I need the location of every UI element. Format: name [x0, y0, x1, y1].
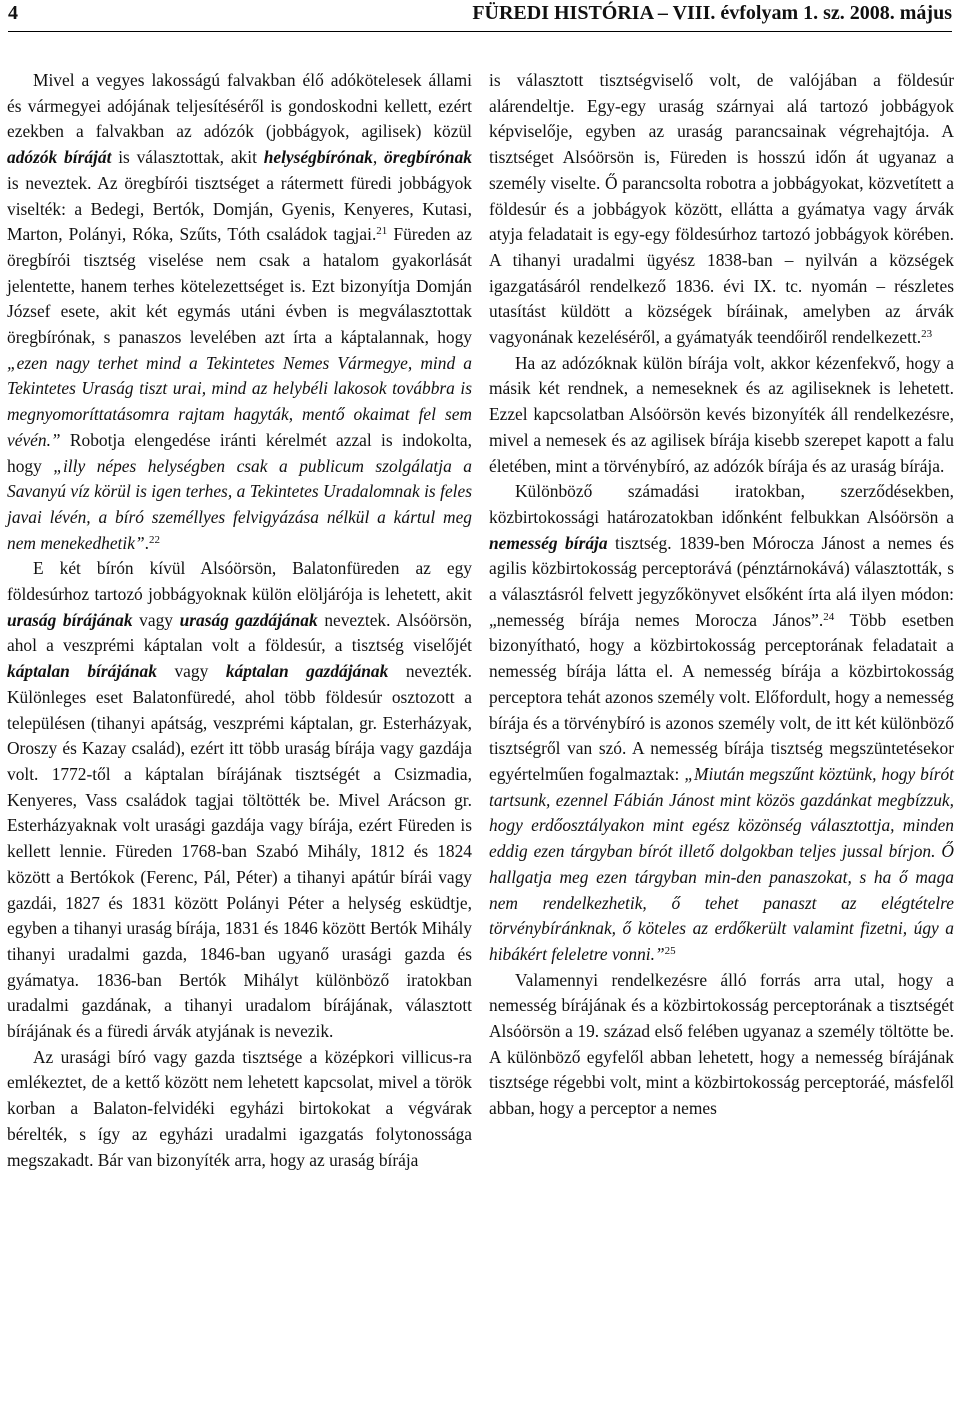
paragraph: Az urasági bíró vagy gazda tisztsége a középkori villicus-ra emlékeztet, de a kettő között nem lehetett kapcsolat, mivel a török korban a Balaton-felvidéki egyházi birtokokat a végvárak bérelték, s így az egyházi uradalmi igazgatás folytonossága megszakadt. Bár van bizonyíték arra, hogy az uraság bírája — [7, 1046, 472, 1170]
right-column — [489, 68, 954, 1122]
emphasis: nemesség bírája — [489, 532, 608, 553]
emphasis: adózók bíráját — [7, 147, 112, 168]
emphasis: helységbírónak — [263, 147, 373, 168]
paragraph: E két bírón kívül Alsóörsön, Balatonfüreden az egy földesúrhoz tartozó jobbágyoknak külön elöljárója is lehetett, akit uraság bírájának vagy uraság gazdájának neveztek. Alsóörsön, ahol a veszprémi káptalan volt a földesúr, a tisztség viselőjét káptalan bírájának vagy káptalan gazdájának nevezték. Különleges eset Balatonfüredé, ahol több földesúr osztozott a településen (tihanyi apátság, veszprémi káptalan, gr. Esterházyak, Oroszy és Kazay család), ezért itt több uraság bírája vagy gazdája volt. 1772-től a káptalan bírájának tisztségét a Csizmadia, Kenyeres, Vass családok tagjai töltötték be. Mivel Arácson gr. Esterházyaknak volt urasági gazdája vagy bírája, ezért Füreden is kellett lennie. Füreden 1768-ban Szabó Mihály, 1812 és 1824 között a Bertókok (Ferenc, Pál, Péter) a tihanyi apátúr bírái vagy gazdái, 1827 és 1831 között Polányi Péter a helység esküdtje, egyben a tihanyi uraság bírája, 1831 és 1846 között Bertók Mihály tihanyi uradalmi gazda, 1846-ban ugyanő urasági gazda és gyámatya. 1836-ban Bertók Mihályt különböző iratokban uradalmi gazdának, a tihanyi uradalom bírájának, választott bírájának és a füredi árvák atyjának is nevezik. — [7, 558, 472, 1042]
running-title: FÜREDI HISTÓRIA – VIII. évfolyam 1. sz. 2008. május — [472, 2, 952, 24]
page-header — [0, 0, 960, 28]
paragraph: is választott tisztségviselő volt, de valójában a földesúr alárendeltje. Egy-egy uraság szárnyai alá tartozó jobbágyok képviselője, egyben az uraság parancsainak végrehajtója. A tisztséget Alsóörsön is, Füreden is hosszú időn át ugyanaz a személy viselte. Ő parancsolta robotra a jobbágyokat, közvetített a földesúr és a jobbágyok között, ellátta a gyámatya vagy árvák atyja feladatait is egy-egy földesúrhoz tartozó jobbágyok körében. A tihanyi uradalmi ügyész 1838-ban – nyilván a községek igazgatásáról rendelkező 1836. évi IX. tc. nyomán – részletes utasítást küldött a községek bíráinak, amelyben az árvák vagyonának kezeléséről, a gyámatyák teendőiről rendelkezett.$^{23}$ — [489, 70, 954, 348]
emphasis: káptalan gazdájának — [225, 661, 389, 682]
footnote-ref[interactable]: 24 — [823, 610, 835, 623]
footnote-ref[interactable]: 22 — [148, 533, 160, 546]
paragraph: Különböző számadási iratokban, szerződésekben, közbirtokossági határozatokban időnként felbukkan Alsóörsön a nemesség bírája tisztség. 1839-ben Mórocza Jánost a nemes és agilis közbirtokosság perceptorává (pénztárnokává) választották, s a választásról felvett jegyzőkönyvet elsőként írta alá ilyen módon: „nemesség bírája nemes Morocza János”.$^{24}$ Több esetben bizonyítható, hogy a közbirtokosság perceptorának feladatait a nemesség bírája látta el. A nemesség bírája a közbirtokosság perceptora tehát azonos személy volt. Előfordult, hogy a nemesség bírája és a törvénybíró is azonos személy volt, de itt két különböző tisztségről van szó. A nemesség bírája tisztség megszüntetésekor egyértelműen fogalmaztak: „Miután megszűnt köztünk, hogy bírót tartsunk, ezennel Fábián Jánost mint közös gazdánkat megbízzuk, hogy erdőosztályakon mint egész közönség választottja, minden eddig ezen tárgyban bírót illető dolgokban teljes jussal bírjon. Ő hallgatja meg ezen tárgyban min-den panaszokat, s ha ő maga nem rendelkezhetik, ő tehet panaszt az elégtételre törvénybíránknak, ő köteles az erdőkerült valamint fizetni, úgy a hibákért feleletre vonni.”$^{25}$ — [489, 481, 954, 964]
page-number: 4 — [8, 2, 18, 24]
footnote-ref[interactable]: 25 — [664, 944, 676, 957]
paragraph: Valamennyi rendelkezésre álló forrás arra utal, hogy a nemesség bírájának és a közbirtokosság perceptorának a tisztségét Alsóörsön a 19. század első felében ugyanaz a személy töltötte be. A különböző egyfelől abban lehetett, hogy a nemesség bírájának tisztsége régebbi volt, mint a közbirtokosság perceptoráé, másfelől abban, hogy a perceptor a nemes — [489, 969, 954, 1119]
header-rule — [8, 31, 952, 32]
footnote-ref[interactable]: 21 — [376, 225, 388, 238]
paragraph: Mivel a vegyes lakosságú falvakban élő adókötelesek állami és vármegyei adójának teljesítéséről is gondoskodni kellett, ezért ezekben a falvakban az adózók (jobbágyok, agilisek) közül adózók bíráját is választottak, akit helységbírónak, öregbírónak is neveztek. Az öregbírói tisztséget a rátermett füredi jobbágyok viselték: a Bedegi, Bertók, Domján, Gyenis, Kenyeres, Kutasi, Marton, Polányi, Róka, Szűts, Tóth családok tagjai.$^{21}$ Füreden az öregbírói tisztség viselése nem csak a hatalom gyakorlását jelentette, hanem terhes kötelezettséget is. Ezt bizonyítja Domján József esete, akit két egymás utáni évben is megválasztottak öregbírónak, s panaszos levelében azt írta a káptalannak, hogy „ezen nagy terhet mind a Tekintetes Nemes Vármegye, mind a Tekintetes Uraság tiszt urai, mind az helybéli lakosok továbbra is megnyomoríttatásomra rajtam hagyták, mentő okaimat fel sem vévén.” Robotja elengedése iránti kérelmét azzal is indokolta, hogy „illy népes helységben csak a publicum szolgálatja a Savanyú víz körül is igen terhes, a Tekintetes Uradalomnak is feles javai lévén, a bíró személlyes felvigyázása nélkül a kártul meg nem menekedhetik”.$^{22}$ — [7, 70, 472, 553]
left-column — [7, 68, 472, 1173]
emphasis: uraság bírájának — [7, 609, 133, 630]
emphasis: uraság gazdájának — [179, 609, 318, 630]
emphasis: káptalan bírájának — [7, 661, 157, 682]
footnote-ref[interactable]: 23 — [921, 328, 933, 341]
quotation: „Miután megszűnt köztünk, hogy bírót tartsunk, ezennel Fábián Jánost mint közös gazdánkat megbízzuk, hogy erdőosztályakon mint egész közönség választottja, minden eddig ezen tárgyban bírót illető dolgokban teljes jussal bírjon. Ő hallgatja meg ezen tárgyban min-den panaszokat, s ha ő maga nem rendelkezhetik, ő tehet panaszt az elégtételre törvénybíránknak, ő köteles az erdőkerült valamint fizetni, úgy a hibákért feleletre vonni.” — [489, 763, 954, 964]
quotation: „ezen nagy terhet mind a Tekintetes Nemes Vármegye, mind a Tekintetes Uraság tiszt urai, mind az helybéli lakosok továbbra is megnyomoríttatásomra rajtam hagyták, mentő okaimat fel sem vévén.” — [7, 352, 472, 450]
emphasis: öregbírónak — [384, 147, 472, 168]
paragraph: Ha az adózóknak külön bírája volt, akkor kézenfekvő, hogy a másik két rendnek, a nemeseknek és az agiliseknek is lehetett. Ezzel kapcsolatban Alsóörsön kevés bizonyíték áll rendelkezésre, mivel a nemesek és az agilisek bírája kisebb szerepet kapott a falu életében, mint a törvénybíró, az adózók bírája és az uraság bírája. — [489, 352, 954, 476]
quotation: „illy népes helységben csak a publicum szolgálatja a Savanyú víz körül is igen terhes, a Tekintetes Uradalomnak is feles javai lévén, a bíró személlyes felvigyázása nélkül a kártul meg nem menekedhetik” — [7, 455, 472, 553]
